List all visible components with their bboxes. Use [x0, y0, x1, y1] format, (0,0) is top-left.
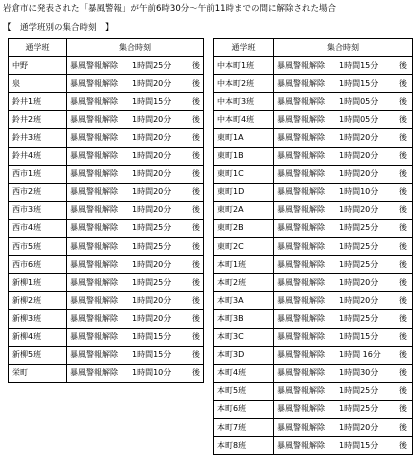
table-row	[9, 219, 204, 237]
table-row	[214, 274, 413, 292]
assembly-time-cell	[274, 183, 413, 201]
group-name-cell: 中本町1班	[214, 57, 274, 75]
assembly-time-cell	[274, 400, 413, 418]
duration-text: 1時間20分	[132, 114, 172, 124]
after-text: 後	[192, 96, 200, 106]
warning-cleared-label: 暴風警報解除	[70, 205, 118, 215]
duration-text: 1時間20分	[132, 313, 172, 323]
assembly-time-cell	[274, 165, 413, 183]
table-row	[9, 256, 204, 274]
assembly-time-cell	[274, 292, 413, 310]
group-name-cell: 本町3A	[214, 292, 274, 310]
group-name-cell: 本町1班	[214, 256, 274, 274]
table-row	[214, 346, 413, 364]
warning-cleared-label: 暴風警報解除	[70, 277, 118, 287]
assembly-time-cell	[274, 418, 413, 436]
group-name-cell: 西市4班	[9, 219, 67, 237]
warning-cleared-label: 暴風警報解除	[277, 277, 325, 287]
assembly-time-cell	[274, 328, 413, 346]
table-row	[9, 328, 204, 346]
table-row	[214, 57, 413, 75]
after-text: 後	[192, 60, 200, 70]
after-text: 後	[192, 368, 200, 378]
group-name-cell: 新柳2班	[9, 292, 67, 310]
warning-cleared-label: 暴風警報解除	[277, 386, 325, 396]
table-row	[214, 364, 413, 382]
warning-cleared-label: 暴風警報解除	[277, 96, 325, 106]
after-text: 後	[399, 151, 407, 161]
table-row	[9, 292, 204, 310]
assembly-time-cell	[274, 57, 413, 75]
warning-cleared-label: 暴風警報解除	[70, 223, 118, 233]
schedule-table-left	[8, 38, 204, 383]
warning-cleared-label: 暴風警報解除	[70, 151, 118, 161]
group-name-cell: 本町3D	[214, 346, 274, 364]
assembly-time-cell	[67, 165, 204, 183]
table-row	[9, 57, 204, 75]
warning-cleared-label: 暴風警報解除	[277, 169, 325, 179]
group-name-cell: 本町8班	[214, 437, 274, 455]
group-name-cell: 西市6班	[9, 256, 67, 274]
duration-text: 1時間20分	[339, 133, 379, 143]
table-row	[9, 238, 204, 256]
group-name-cell: 新柳1班	[9, 274, 67, 292]
document-title: 岩倉市に発表された「暴風警報」が午前6時30分～午前11時までの間に解除された場合	[3, 4, 337, 14]
duration-text: 1時間20分	[132, 78, 172, 88]
duration-text: 1時間15分	[339, 440, 379, 450]
after-text: 後	[192, 133, 200, 143]
assembly-time-cell	[67, 310, 204, 328]
assembly-time-cell	[274, 147, 413, 165]
assembly-time-cell	[67, 219, 204, 237]
group-name-cell: 鈴井4班	[9, 147, 67, 165]
duration-text: 1時間20分	[339, 277, 379, 287]
duration-text: 1時間20分	[132, 133, 172, 143]
duration-text: 1時間20分	[339, 422, 379, 432]
after-text: 後	[399, 133, 407, 143]
warning-cleared-label: 暴風警報解除	[277, 350, 325, 360]
warning-cleared-label: 暴風警報解除	[277, 78, 325, 88]
group-name-cell: 鈴井2班	[9, 111, 67, 129]
warning-cleared-label: 暴風警報解除	[70, 60, 118, 70]
table-row	[214, 310, 413, 328]
group-name-cell: 本町5班	[214, 382, 274, 400]
table-row	[9, 75, 204, 93]
group-name-cell: 東町2C	[214, 238, 274, 256]
assembly-time-cell	[67, 346, 204, 364]
warning-cleared-label: 暴風警報解除	[277, 368, 325, 378]
duration-text: 1時間25分	[339, 241, 379, 251]
duration-text: 1時間20分	[339, 151, 379, 161]
after-text: 後	[399, 404, 407, 414]
group-name-cell: 東町1B	[214, 147, 274, 165]
group-name-cell: 泉	[9, 75, 67, 93]
after-text: 後	[192, 114, 200, 124]
duration-text: 1時間20分	[132, 151, 172, 161]
after-text: 後	[399, 313, 407, 323]
after-text: 後	[399, 114, 407, 124]
table-row	[9, 346, 204, 364]
duration-text: 1時間25分	[339, 313, 379, 323]
table-row	[9, 93, 204, 111]
warning-cleared-label: 暴風警報解除	[277, 404, 325, 414]
duration-text: 1時間25分	[132, 223, 172, 233]
warning-cleared-label: 暴風警報解除	[277, 295, 325, 305]
duration-text: 1時間25分	[339, 404, 379, 414]
schedule-table-right	[213, 38, 413, 455]
after-text: 後	[399, 440, 407, 450]
assembly-time-cell	[67, 93, 204, 111]
table-row	[9, 274, 204, 292]
after-text: 後	[399, 350, 407, 360]
table-row	[214, 292, 413, 310]
assembly-time-cell	[274, 274, 413, 292]
table-row	[9, 201, 204, 219]
assembly-time-cell	[67, 238, 204, 256]
warning-cleared-label: 暴風警報解除	[277, 313, 325, 323]
duration-text: 1時間20分	[132, 187, 172, 197]
header-group: 通学班	[9, 39, 67, 57]
after-text: 後	[192, 223, 200, 233]
assembly-time-cell	[67, 364, 204, 382]
duration-text: 1時間15分	[339, 332, 379, 342]
group-name-cell: 新柳4班	[9, 328, 67, 346]
duration-text: 1時間10分	[339, 187, 379, 197]
assembly-time-cell	[67, 183, 204, 201]
after-text: 後	[192, 169, 200, 179]
after-text: 後	[192, 277, 200, 287]
table-row	[214, 147, 413, 165]
after-text: 後	[192, 241, 200, 251]
after-text: 後	[399, 332, 407, 342]
duration-text: 1時間25分	[132, 60, 172, 70]
warning-cleared-label: 暴風警報解除	[70, 96, 118, 106]
table-row	[214, 256, 413, 274]
header-time: 集合時刻	[67, 39, 204, 57]
duration-text: 1時間15分	[132, 350, 172, 360]
warning-cleared-label: 暴風警報解除	[70, 313, 118, 323]
table-row	[9, 111, 204, 129]
duration-text: 1時間25分	[339, 386, 379, 396]
after-text: 後	[399, 78, 407, 88]
assembly-time-cell	[67, 256, 204, 274]
section-heading: 【 通学班別の集合時刻 】	[3, 23, 114, 33]
assembly-time-cell	[274, 256, 413, 274]
header-time: 集合時刻	[274, 39, 413, 57]
warning-cleared-label: 暴風警報解除	[277, 114, 325, 124]
duration-text: 1時間05分	[339, 114, 379, 124]
group-name-cell: 中本町2班	[214, 75, 274, 93]
warning-cleared-label: 暴風警報解除	[70, 133, 118, 143]
table-row	[9, 147, 204, 165]
table-row	[214, 111, 413, 129]
table-row	[9, 364, 204, 382]
after-text: 後	[192, 332, 200, 342]
warning-cleared-label: 暴風警報解除	[277, 440, 325, 450]
table-row	[214, 382, 413, 400]
after-text: 後	[399, 422, 407, 432]
group-name-cell: 東町2A	[214, 201, 274, 219]
assembly-time-cell	[67, 292, 204, 310]
group-name-cell: 鈴井3班	[9, 129, 67, 147]
warning-cleared-label: 暴風警報解除	[70, 332, 118, 342]
assembly-time-cell	[67, 129, 204, 147]
duration-text: 1時間20分	[132, 295, 172, 305]
group-name-cell: 本町7班	[214, 418, 274, 436]
table-row	[9, 183, 204, 201]
after-text: 後	[192, 350, 200, 360]
group-name-cell: 新柳3班	[9, 310, 67, 328]
after-text: 後	[399, 277, 407, 287]
group-name-cell: 本町3B	[214, 310, 274, 328]
warning-cleared-label: 暴風警報解除	[277, 241, 325, 251]
group-name-cell: 西市1班	[9, 165, 67, 183]
warning-cleared-label: 暴風警報解除	[70, 169, 118, 179]
assembly-time-cell	[274, 129, 413, 147]
after-text: 後	[399, 241, 407, 251]
group-name-cell: 鈴井1班	[9, 93, 67, 111]
warning-cleared-label: 暴風警報解除	[70, 114, 118, 124]
table-row	[214, 238, 413, 256]
after-text: 後	[192, 313, 200, 323]
duration-text: 1時間10分	[132, 368, 172, 378]
assembly-time-cell	[67, 147, 204, 165]
duration-text: 1時間15分	[132, 332, 172, 342]
group-name-cell: 西市5班	[9, 238, 67, 256]
after-text: 後	[399, 187, 407, 197]
after-text: 後	[192, 259, 200, 269]
assembly-time-cell	[274, 75, 413, 93]
warning-cleared-label: 暴風警報解除	[70, 259, 118, 269]
warning-cleared-label: 暴風警報解除	[70, 187, 118, 197]
warning-cleared-label: 暴風警報解除	[277, 223, 325, 233]
table-row	[214, 328, 413, 346]
warning-cleared-label: 暴風警報解除	[277, 187, 325, 197]
warning-cleared-label: 暴風警報解除	[277, 259, 325, 269]
warning-cleared-label: 暴風警報解除	[70, 350, 118, 360]
header-group: 通学班	[214, 39, 274, 57]
warning-cleared-label: 暴風警報解除	[277, 133, 325, 143]
group-name-cell: 中野	[9, 57, 67, 75]
group-name-cell: 東町1D	[214, 183, 274, 201]
after-text: 後	[399, 205, 407, 215]
after-text: 後	[399, 223, 407, 233]
duration-text: 1時間25分	[132, 277, 172, 287]
warning-cleared-label: 暴風警報解除	[70, 368, 118, 378]
warning-cleared-label: 暴風警報解除	[70, 241, 118, 251]
after-text: 後	[399, 368, 407, 378]
duration-text: 1時間 16分	[339, 350, 381, 360]
duration-text: 1時間20分	[339, 169, 379, 179]
assembly-time-cell	[274, 111, 413, 129]
duration-text: 1時間20分	[132, 205, 172, 215]
group-name-cell: 本町2班	[214, 274, 274, 292]
group-name-cell: 新柳5班	[9, 346, 67, 364]
table-header-row	[9, 39, 204, 57]
assembly-time-cell	[67, 57, 204, 75]
assembly-time-cell	[274, 437, 413, 455]
after-text: 後	[192, 151, 200, 161]
duration-text: 1時間25分	[339, 259, 379, 269]
table-header-row	[214, 39, 413, 57]
after-text: 後	[192, 187, 200, 197]
duration-text: 1時間30分	[339, 368, 379, 378]
assembly-time-cell	[67, 274, 204, 292]
table-row	[214, 165, 413, 183]
warning-cleared-label: 暴風警報解除	[277, 422, 325, 432]
group-name-cell: 西市2班	[9, 183, 67, 201]
group-name-cell: 東町1C	[214, 165, 274, 183]
group-name-cell: 中本町4班	[214, 111, 274, 129]
assembly-time-cell	[274, 219, 413, 237]
table-row	[214, 400, 413, 418]
duration-text: 1時間20分	[339, 205, 379, 215]
group-name-cell: 西市3班	[9, 201, 67, 219]
after-text: 後	[192, 295, 200, 305]
assembly-time-cell	[274, 346, 413, 364]
duration-text: 1時間20分	[339, 295, 379, 305]
duration-text: 1時間15分	[339, 78, 379, 88]
assembly-time-cell	[274, 93, 413, 111]
after-text: 後	[399, 295, 407, 305]
table-row	[214, 93, 413, 111]
table-row	[214, 418, 413, 436]
warning-cleared-label: 暴風警報解除	[277, 205, 325, 215]
after-text: 後	[399, 386, 407, 396]
after-text: 後	[192, 205, 200, 215]
table-row	[214, 75, 413, 93]
table-row	[9, 310, 204, 328]
assembly-time-cell	[274, 310, 413, 328]
assembly-time-cell	[67, 201, 204, 219]
duration-text: 1時間25分	[339, 223, 379, 233]
assembly-time-cell	[67, 111, 204, 129]
after-text: 後	[399, 96, 407, 106]
table-row	[214, 183, 413, 201]
group-name-cell: 本町3C	[214, 328, 274, 346]
warning-cleared-label: 暴風警報解除	[70, 78, 118, 88]
warning-cleared-label: 暴風警報解除	[277, 332, 325, 342]
group-name-cell: 栄町	[9, 364, 67, 382]
duration-text: 1時間15分	[132, 96, 172, 106]
after-text: 後	[399, 259, 407, 269]
assembly-time-cell	[274, 201, 413, 219]
warning-cleared-label: 暴風警報解除	[277, 151, 325, 161]
duration-text: 1時間20分	[132, 169, 172, 179]
table-row	[214, 129, 413, 147]
group-name-cell: 中本町3班	[214, 93, 274, 111]
assembly-time-cell	[67, 75, 204, 93]
warning-cleared-label: 暴風警報解除	[70, 295, 118, 305]
table-row	[214, 437, 413, 455]
duration-text: 1時間15分	[339, 60, 379, 70]
group-name-cell: 東町2B	[214, 219, 274, 237]
duration-text: 1時間25分	[132, 241, 172, 251]
duration-text: 1時間05分	[339, 96, 379, 106]
assembly-time-cell	[274, 382, 413, 400]
assembly-time-cell	[274, 238, 413, 256]
table-row	[214, 201, 413, 219]
after-text: 後	[192, 78, 200, 88]
table-row	[9, 129, 204, 147]
after-text: 後	[399, 60, 407, 70]
group-name-cell: 本町6班	[214, 400, 274, 418]
group-name-cell: 東町1A	[214, 129, 274, 147]
duration-text: 1時間20分	[132, 259, 172, 269]
table-row	[9, 165, 204, 183]
assembly-time-cell	[274, 364, 413, 382]
group-name-cell: 本町4班	[214, 364, 274, 382]
warning-cleared-label: 暴風警報解除	[277, 60, 325, 70]
assembly-time-cell	[67, 328, 204, 346]
after-text: 後	[399, 169, 407, 179]
table-row	[214, 219, 413, 237]
